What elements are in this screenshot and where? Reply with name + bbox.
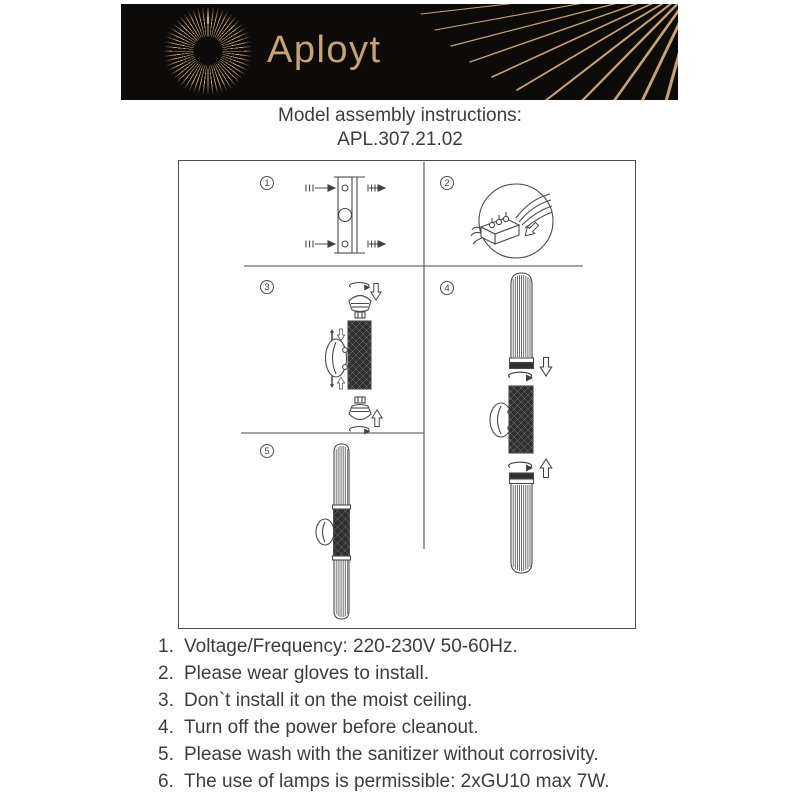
brand-banner <box>121 4 678 100</box>
instruction-text: Voltage/Frequency: 220-230V 50-60Hz. <box>184 636 518 657</box>
instruction-text: The use of lamps is permissible: 2xGU10 max 7W. <box>184 770 610 792</box>
instructions-title: Model assembly instructions: <box>278 105 522 126</box>
step-3-marker: 3 <box>260 280 274 294</box>
instruction-item <box>148 715 688 742</box>
instruction-item <box>148 742 688 769</box>
instruction-text: Don`t install it on the moist ceiling. <box>184 689 473 711</box>
assembly-diagram-drawing <box>179 161 635 628</box>
instruction-number: 6. <box>158 770 174 792</box>
assembly-diagram <box>178 160 636 629</box>
instruction-item <box>148 661 688 688</box>
bulb-installation-drawing <box>326 283 383 435</box>
wiring-detail-drawing <box>471 184 553 258</box>
instruction-text: Please wash with the sanitizer without corrosivity. <box>184 743 599 765</box>
instruction-number: 2. <box>158 662 174 684</box>
step-5-marker: 5 <box>260 444 274 458</box>
instruction-number: 3. <box>158 689 174 711</box>
mounting-bracket-drawing <box>306 177 385 253</box>
rays-icon <box>121 4 678 100</box>
step-1-marker: 1 <box>260 176 274 190</box>
model-number: APL.307.21.02 <box>337 129 463 150</box>
instruction-number: 4. <box>158 716 174 738</box>
instruction-text: Turn off the power before cleanout. <box>184 716 479 738</box>
instruction-number: 1. <box>158 636 174 657</box>
instruction-item <box>148 688 688 715</box>
title-block <box>0 104 800 152</box>
instruction-item <box>148 634 688 661</box>
brand-name: Aployt <box>267 29 382 71</box>
step-4-marker: 4 <box>440 281 454 295</box>
instruction-number: 5. <box>158 743 174 765</box>
instruction-list <box>148 634 688 795</box>
instruction-text: Please wear gloves to install. <box>184 662 430 684</box>
step-2-marker: 2 <box>440 176 454 190</box>
shade-assembly-drawing <box>490 273 552 573</box>
instruction-item <box>148 769 688 796</box>
assembled-lamp-drawing <box>316 444 351 619</box>
